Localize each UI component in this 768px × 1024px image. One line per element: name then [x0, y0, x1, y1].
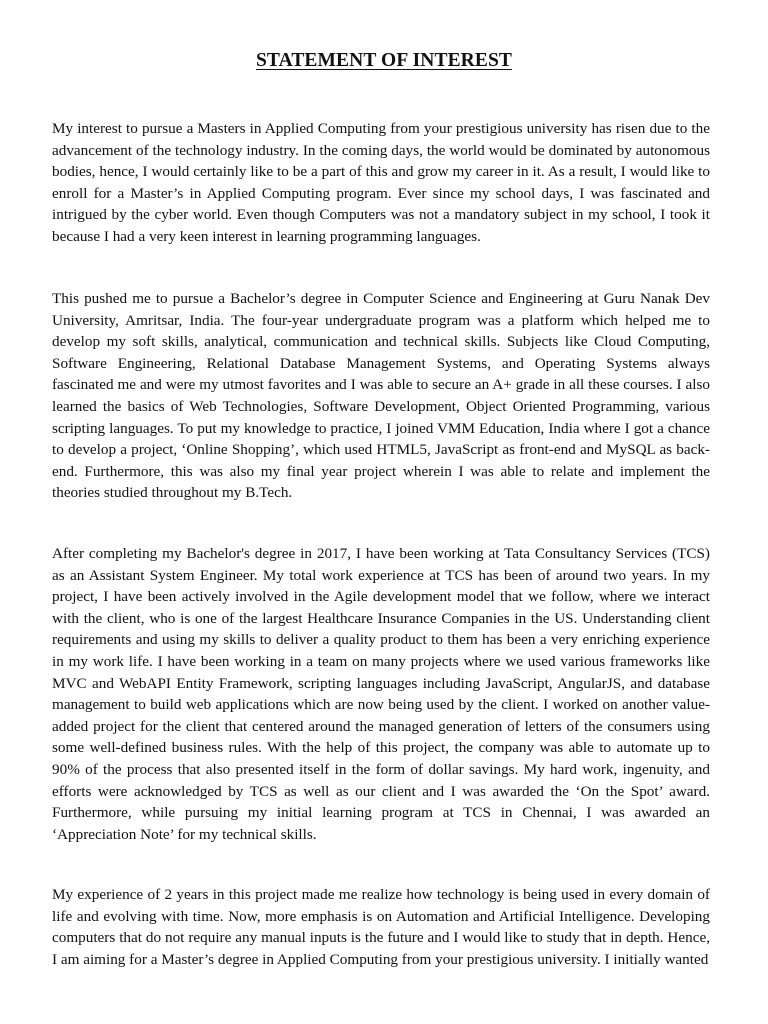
paragraph-bachelors: This pushed me to pursue a Bachelor’s degree in Computer Science and Engineering at Guru Nanak Dev University, Amritsar, India. The four-year undergraduate program was a platform which helped me to develop my soft skills, analytical, communication and technical skills. Subjects like Cloud Computing, Software Engineering, Relational Database Management Systems, and Operating Systems always fascinated me and were my utmost favorites and I was able to secure an A+ grade in all these courses. I also learned the basics of Web Technologies, Software Development, Object Oriented Programming, various scripting languages. To put my knowledge to practice, I joined VMM Education, India where I got a chance to develop a project, ‘Online Shopping’, which used HTML5, JavaScript as front-end and MySQL as back-end. Furthermore, this was also my final year project wherein I was able to relate and implement the theories studied throughout my B.Tech.	[52, 290, 710, 502]
paragraph-motivation: My experience of 2 years in this project made me realize how technology is being used in every domain of life and evolving with time. Now, more emphasis is on Automation and Artificial Intelligence. Developing computers that do not require any manual inputs is the future and I would like to study that in depth. Hence, I am aiming for a Master’s degree in Applied Computing from your prestigious university. I initially wanted	[52, 886, 710, 968]
document-title: STATEMENT OF INTEREST	[255, 50, 513, 71]
paragraph-interest: My interest to pursue a Masters in Applied Computing from your prestigious university has risen due to the advancement of the technology industry. In the coming days, the world would be dominated by autonomous bodies, hence, I would certainly like to be a part of this and grow my career in it. As a result, I would like to enroll for a Master’s in Applied Computing program. Ever since my school days, I was fascinated and intrigued by the cyber world. Even though Computers was not a mandatory subject in my school, I took it because I had a very keen interest in learning programming languages.	[52, 120, 710, 245]
paragraph-work-experience: After completing my Bachelor's degree in 2017, I have been working at Tata Consultancy Services (TCS) as an Assistant System Engineer. My total work experience at TCS has been of around two years. In my project, I have been actively involved in the Agile development model that we follow, where we interact with the client, who is one of the largest Healthcare Insurance Companies in the US. Understanding client requirements and using my skills to deliver a quality product to them has been a very enriching experience in my work life. I have been working in a team on many projects where we used various frameworks like MVC and WebAPI Entity Framework, scripting languages including JavaScript, AngularJS, and database management to build web applications which are now being used by the client. I worked on another value-added project for the client that centered around the managed generation of letters of the consumers using some well-defined business rules. With the help of this project, the company was able to automate up to 90% of the process that also presented itself in the form of dollar savings. My hard work, ingenuity, and efforts were acknowledged by TCS as well as our client and I was awarded the ‘On the Spot’ award. Furthermore, while pursuing my initial learning program at TCS in Chennai, I was awarded an ‘Appreciation Note’ for my technical skills.	[52, 545, 710, 843]
